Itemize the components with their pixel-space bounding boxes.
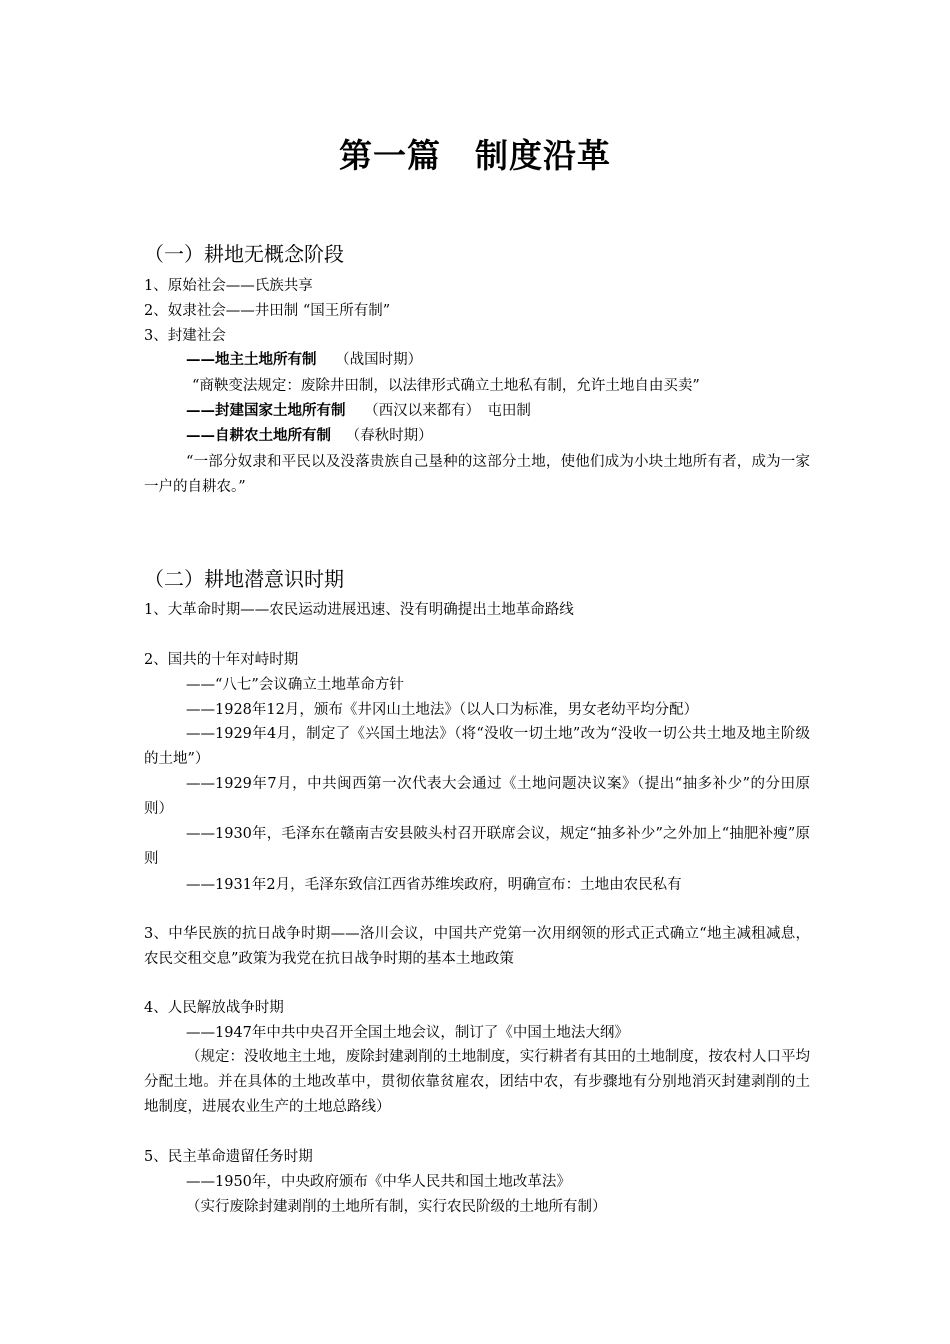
section1-line-2: 2、奴隶社会——井田制 “国王所有制” bbox=[144, 303, 391, 319]
section2-item-2a: ——“八七”会议确立土地革命方针 bbox=[186, 677, 404, 693]
section2-item-2: 2、国共的十年对峙时期 bbox=[144, 652, 299, 668]
state-ownership-label: ——封建国家土地所有制 bbox=[186, 402, 346, 419]
peasant-ownership-label: ——自耕农土地所有制 bbox=[186, 427, 331, 444]
section2-item-2d: ——1929年7月，中共闽西第一次代表大会通过《土地问题决议案》（提出“抽多补少”的分田原则） bbox=[144, 776, 810, 817]
section2-item-5a: ——1950年，中央政府颁布《中华人民共和国土地改革法》 bbox=[186, 1174, 571, 1190]
section1-line-1: 1、原始社会——氏族共享 bbox=[144, 278, 313, 294]
state-ownership-period: （西汉以来都有） 屯田制 bbox=[364, 403, 531, 419]
section2-item-2e: ——1930年，毛泽东在赣南吉安县陂头村召开联席会议，规定“抽多补少”之外加上“抽肥补瘦”原则 bbox=[144, 826, 810, 867]
section1-line-6 bbox=[186, 401, 810, 421]
section2-item-3: 3、中华民族的抗日战争时期——洛川会议，中国共产党第一次用纲领的形式正式确立“地主减租减息，农民交租交息”政策为我党在抗日战争时期的基本土地政策 bbox=[144, 926, 810, 967]
page-title: 第一篇 制度沿革 bbox=[339, 136, 611, 175]
section2-heading: （二）耕地潜意识时期 bbox=[144, 567, 344, 591]
peasant-ownership-period: （春秋时期） bbox=[345, 428, 433, 444]
section2-item-5: 5、民主革命遗留任务时期 bbox=[144, 1149, 313, 1165]
section2-item-4a: ——1947年中共中央召开全国土地会议，制订了《中国土地法大纲》 bbox=[186, 1025, 629, 1041]
section1-line-8: “一部分奴隶和平民以及没落贵族自己垦种的这部分土地，使他们成为小块土地所有者，成为一家一户的自耕农。” bbox=[144, 454, 810, 495]
section1-line-3: 3、封建社会 bbox=[144, 328, 226, 344]
section2-item-2c: ——1929年4月，制定了《兴国土地法》（将“没收一切土地”改为“没收一切公共土地及地主阶级的土地”） bbox=[144, 726, 810, 767]
landlord-ownership-label: ——地主土地所有制 bbox=[186, 351, 317, 368]
section1-line-4 bbox=[186, 350, 810, 370]
section1-line-7 bbox=[186, 426, 810, 446]
section2-item-2b: ——1928年12月，颁布《井冈山土地法》（以人口为标准，男女老幼平均分配） bbox=[186, 702, 699, 718]
section2-item-5b: （实行废除封建剥削的土地所有制，实行农民阶级的土地所有制） bbox=[186, 1199, 607, 1215]
section2-item-2f: ——1931年2月，毛泽东致信江西省苏维埃政府，明确宣布：土地由农民私有 bbox=[186, 877, 682, 893]
section1-line-5: “商鞅变法规定：废除井田制，以法律形式确立土地私有制，允许土地自由买卖” bbox=[192, 378, 700, 394]
section2-item-4b: （规定：没收地主土地，废除封建剥削的土地制度，实行耕者有其田的土地制度，按农村人口平均分配土地。并在具体的土地改革中，贯彻依靠贫雇农，团结中农，有步骤地有分别地消灭封建剥削的土地制度，进展农业生产的土地总路线） bbox=[144, 1049, 810, 1115]
landlord-ownership-period: （战国时期） bbox=[335, 352, 423, 368]
section2-item-1: 1、大革命时期——农民运动进展迅速、没有明确提出土地革命路线 bbox=[144, 602, 574, 618]
section2-item-4: 4、人民解放战争时期 bbox=[144, 1000, 284, 1016]
section1-heading: （一）耕地无概念阶段 bbox=[144, 242, 344, 266]
